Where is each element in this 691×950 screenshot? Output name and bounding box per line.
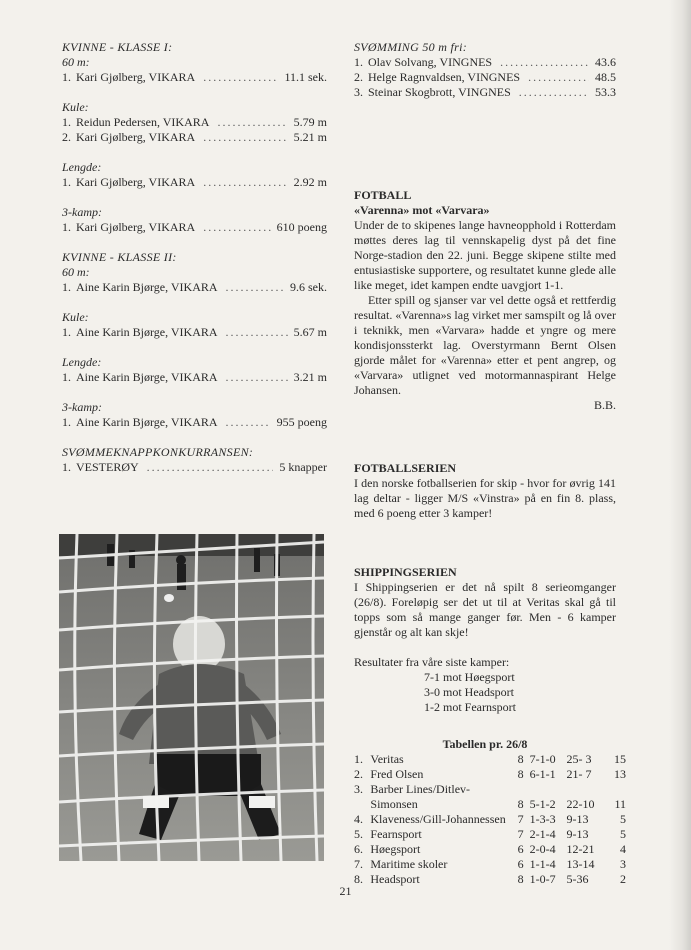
table-cell-rec: 1-3-3 bbox=[529, 812, 556, 826]
results-intro: Resultater fra våre siste kamper: bbox=[354, 655, 510, 669]
league-table bbox=[354, 752, 626, 887]
table-cell-goals: 22-10 bbox=[566, 797, 595, 811]
table-cell-pl: 6 bbox=[517, 842, 524, 856]
table-cell-rec: 1-0-7 bbox=[529, 872, 556, 886]
table-row bbox=[354, 782, 626, 797]
right-column bbox=[354, 40, 626, 887]
football-goalkeeper-photo bbox=[59, 534, 324, 861]
event-label: Lengde: bbox=[62, 355, 102, 369]
table-cell-pts: 4 bbox=[620, 842, 626, 856]
result-row: 1. Reidun Pedersen, VIKARA ..... 5.79 m bbox=[62, 115, 327, 130]
event-label: Kule: bbox=[62, 310, 89, 324]
table-cell-pos bbox=[354, 797, 370, 812]
table-cell-goals bbox=[567, 782, 612, 797]
table-cell-pl: 7 bbox=[517, 812, 524, 826]
result-item: 3-0 mot Headsport bbox=[424, 685, 514, 699]
table-cell-team: Fred Olsen bbox=[370, 767, 424, 781]
section-heading: KVINNE - KLASSE II: bbox=[62, 250, 177, 264]
table-cell-pts: 15 bbox=[614, 752, 626, 766]
event-label: 60 m: bbox=[62, 55, 90, 69]
article-paragraph: Under de to skipenes lange havneopphold i Rotterdam møttes deres lag til vennskapelig dyst på det fine Norge-stadion den 22. juni. Begge skipene stilte med entusiastiske supportere, og resultatet kunne glede alle like meget, idet kampen endte uavgjort 1-1. bbox=[354, 218, 616, 292]
table-title: Tabellen pr. 26/8 bbox=[442, 737, 528, 751]
table-cell-pos: 6. bbox=[354, 842, 363, 856]
table-cell-pos: 2. bbox=[354, 767, 363, 781]
table-row bbox=[354, 857, 626, 872]
result-row: 1. Kari Gjølberg, VIKARA ..... 2.92 m bbox=[62, 175, 327, 190]
table-cell-pos: 3. bbox=[354, 782, 363, 796]
table-cell-goals: 9-13 bbox=[566, 812, 589, 826]
section-heading: KVINNE - KLASSE I: bbox=[62, 40, 173, 54]
event-label: Lengde: bbox=[62, 160, 102, 174]
table-cell-rec: 6-1-1 bbox=[529, 767, 556, 781]
table-cell-pts: 2 bbox=[620, 872, 626, 886]
table-cell-team: Klaveness/Gill-Johannessen bbox=[370, 812, 506, 826]
table-cell-team: Barber Lines/Ditlev- bbox=[370, 782, 471, 796]
event-label: Kule: bbox=[62, 100, 89, 114]
result-row: 1. Aine Karin Bjørge, VIKARA ..... 5.67 m bbox=[62, 325, 327, 340]
table-cell-team: Veritas bbox=[370, 752, 404, 766]
table-cell-pos: 5. bbox=[354, 827, 363, 841]
article-signature: B.B. bbox=[593, 398, 616, 412]
result-row: 1. VESTERØY ..... 5 knapper bbox=[62, 460, 327, 475]
shippingserien-section bbox=[354, 565, 626, 887]
result-row: 1. Kari Gjølberg, VIKARA ..... 610 poeng bbox=[62, 220, 327, 235]
table-cell-pts bbox=[612, 782, 626, 797]
result-item: 7-1 mot Høegsport bbox=[424, 670, 515, 684]
section-title: FOTBALLSERIEN bbox=[354, 461, 457, 475]
result-row: 1. Kari Gjølberg, VIKARA ..... 11.1 sek. bbox=[62, 70, 327, 85]
event-label: 3-kamp: bbox=[62, 400, 102, 414]
table-cell-rec: 2-0-4 bbox=[529, 842, 556, 856]
table-cell-pos: 4. bbox=[354, 812, 363, 826]
table-cell-rec: 2-1-4 bbox=[529, 827, 556, 841]
table-cell-team: Simonsen bbox=[370, 797, 418, 811]
result-row: 1. Olav Solvang, VINGNES ..... 43.6 bbox=[354, 55, 616, 70]
table-row bbox=[354, 797, 626, 812]
section-heading: SVØMMING 50 m fri: bbox=[354, 40, 468, 54]
left-column bbox=[62, 40, 327, 475]
table-cell-team: Fearnsport bbox=[370, 827, 422, 841]
table-cell-pts: 3 bbox=[620, 857, 626, 871]
kvinne-klasse-2-section bbox=[62, 250, 327, 430]
article-paragraph: I den norske fotballserien for skip - hvor for øvrig 141 lag deltar - ligger M/S «Vinstra» på en fin 8. plass, med 6 poeng etter 3 kamper! bbox=[354, 476, 616, 520]
table-cell-goals: 5-36 bbox=[566, 872, 589, 886]
table-cell-team: Maritime skoler bbox=[370, 857, 448, 871]
fotballserien-section bbox=[354, 461, 616, 521]
table-cell-rec bbox=[530, 782, 567, 797]
results-list bbox=[424, 670, 616, 715]
section-subtitle: «Varenna» mot «Varvara» bbox=[354, 203, 490, 217]
table-cell-pl: 8 bbox=[517, 752, 524, 766]
table-cell-pl: 8 bbox=[517, 797, 524, 811]
table-cell-pts: 5 bbox=[620, 827, 626, 841]
table-cell-pts: 13 bbox=[614, 767, 626, 781]
kvinne-klasse-1-section bbox=[62, 40, 327, 235]
table-row bbox=[354, 842, 626, 857]
table-cell-rec: 7-1-0 bbox=[529, 752, 556, 766]
table-row bbox=[354, 827, 626, 842]
svomming-section bbox=[354, 40, 616, 100]
table-cell-pl: 8 bbox=[517, 872, 524, 886]
table-cell-pos: 8. bbox=[354, 872, 363, 886]
fotball-section bbox=[354, 188, 616, 413]
article-paragraph: I Shippingserien er det nå spilt 8 serieomganger (26/8). Foreløpig ser det ut til at Veritas skal gå til topps som så mange ganger før. Men - 6 kamper gjenstår og alt kan skje! bbox=[354, 580, 616, 639]
result-item: 1-2 mot Fearnsport bbox=[424, 700, 516, 714]
table-cell-rec: 5-1-2 bbox=[529, 797, 556, 811]
table-cell-pl: 6 bbox=[517, 857, 524, 871]
table-cell-goals: 13-14 bbox=[566, 857, 595, 871]
table-cell-pl bbox=[509, 782, 530, 797]
table-cell-pl: 8 bbox=[517, 767, 524, 781]
table-cell-team: Høegsport bbox=[370, 842, 421, 856]
section-heading: SVØMMEKNAPPKONKURRANSEN: bbox=[62, 445, 254, 459]
svommeknapp-section bbox=[62, 445, 327, 475]
table-cell-pl: 7 bbox=[517, 827, 524, 841]
page-number: 21 bbox=[339, 884, 352, 898]
section-title: SHIPPINGSERIEN bbox=[354, 565, 457, 579]
event-label: 60 m: bbox=[62, 265, 90, 279]
event-label: 3-kamp: bbox=[62, 205, 102, 219]
table-row bbox=[354, 752, 626, 767]
table-cell-pos: 7. bbox=[354, 857, 363, 871]
article-paragraph: Etter spill og sjanser var vel dette også et rettferdig resultat. «Varenna»s lag virket mer samspilt og lå over i teknikk, men «Varvara» hadde et yngre og mere kondisjonssterkt lag. Overstyrmann Bernt Olsen gjorde målet for «Varenna» etter et pent angrep, og «Varvara» utlignet ved motormannaspirant Helge Johansen. bbox=[354, 293, 616, 397]
table-cell-goals: 9-13 bbox=[566, 827, 589, 841]
result-row: 3. Steinar Skogbrott, VINGNES ..... 53.3 bbox=[354, 85, 616, 100]
page-edge-shadow bbox=[669, 0, 691, 950]
table-cell-pts: 5 bbox=[620, 812, 626, 826]
section-title: FOTBALL bbox=[354, 188, 412, 202]
table-row bbox=[354, 812, 626, 827]
table-cell-goals: 21- 7 bbox=[566, 767, 592, 781]
table-cell-rec: 1-1-4 bbox=[529, 857, 556, 871]
table-cell-pos: 1. bbox=[354, 752, 363, 766]
result-row: 1. Aine Karin Bjørge, VIKARA ..... 9.6 sek. bbox=[62, 280, 327, 295]
result-row: 1. Aine Karin Bjørge, VIKARA ..... 3.21 m bbox=[62, 370, 327, 385]
table-cell-goals: 25- 3 bbox=[566, 752, 592, 766]
table-cell-pts: 11 bbox=[614, 797, 626, 811]
result-row: 2. Helge Ragnvaldsen, VINGNES ..... 48.5 bbox=[354, 70, 616, 85]
table-cell-team: Headsport bbox=[370, 872, 420, 886]
table-row bbox=[354, 767, 626, 782]
result-row: 1. Aine Karin Bjørge, VIKARA ..... 955 poeng bbox=[62, 415, 327, 430]
result-row: 2. Kari Gjølberg, VIKARA ..... 5.21 m bbox=[62, 130, 327, 145]
table-cell-goals: 12-21 bbox=[566, 842, 595, 856]
